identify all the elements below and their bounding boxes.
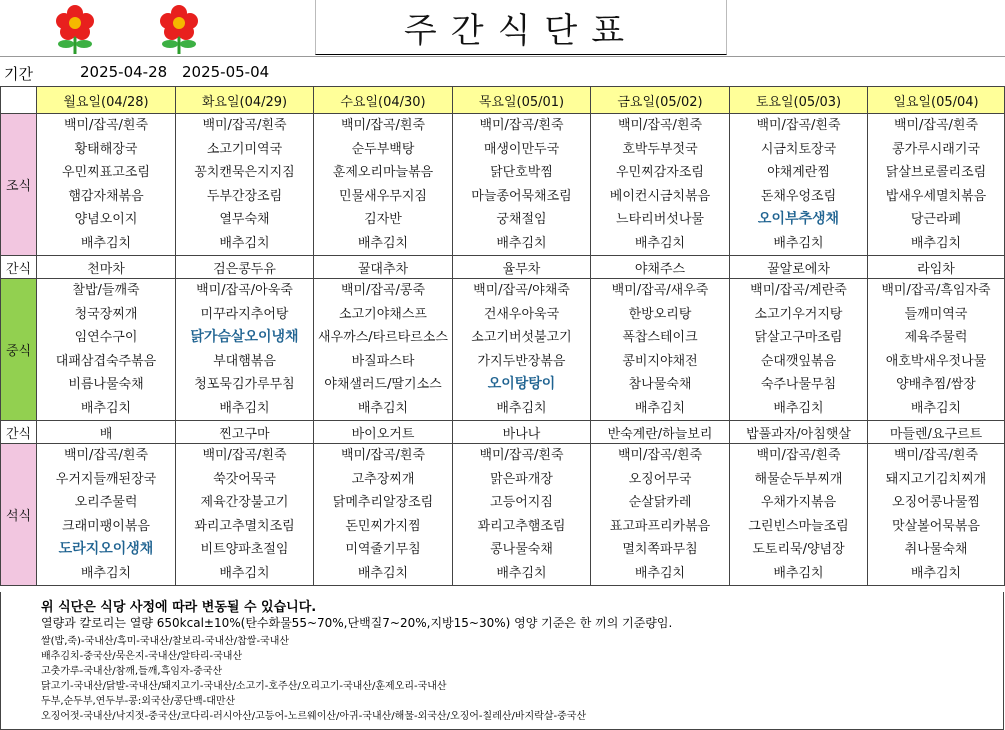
corner-cell: [1, 87, 37, 114]
menu-item: 닭살고구마조림: [754, 330, 843, 345]
menu-item: 백미/잡곡/흰죽: [617, 448, 703, 463]
menu-item: 돈민찌가지찜: [345, 518, 421, 534]
menu-item: 맛살볼어묵볶음: [892, 518, 980, 534]
snack-cell: 바나나: [453, 421, 591, 444]
menu-item: 닭단호박찜: [490, 165, 553, 180]
menu-item: 오이탕탕이: [487, 376, 556, 392]
menu-item: 들깨미역국: [904, 306, 968, 322]
day-header: 화요일(04/29): [176, 87, 314, 114]
menu-item: 새우까스/타르타르소스: [318, 330, 448, 345]
header: [0, 0, 1005, 86]
day-header: 수요일(04/30): [314, 87, 453, 114]
menu-item: 배추김치: [496, 400, 547, 416]
notice-text: 위 식단은 식당 사정에 따라 변동될 수 있습니다.: [41, 600, 317, 615]
meal-cell: [314, 279, 453, 421]
snack-cell: 율무차: [453, 256, 591, 279]
menu-item: 도토리묵/양념장: [752, 542, 845, 557]
menu-item: 백미/잡곡/콩죽: [340, 283, 426, 298]
menu-item: 크래미팽이볶음: [62, 518, 150, 534]
menu-item: 순대깻잎볶음: [760, 353, 837, 369]
period-row: [0, 56, 1005, 87]
meal-cell: [176, 114, 314, 256]
menu-item: 궁채절임: [496, 212, 547, 227]
meal-cell: [730, 279, 868, 421]
menu-item: 밥새우세멸치볶음: [885, 188, 987, 204]
menu-item: 백미/잡곡/흰죽: [893, 118, 979, 133]
meal-cell: [591, 114, 730, 256]
menu-item: 우민찌감자조림: [616, 165, 704, 180]
menu-item: 쑥갓어묵국: [213, 471, 276, 487]
origin-line: 쌀(밥,죽)-국내산/흑미-국내산/찰보리-국내산/찹쌀-국내산: [41, 636, 290, 647]
menu-item: 닭메추리알장조림: [332, 495, 434, 510]
day-header: 목요일(05/01): [453, 87, 591, 114]
menu-item: 오이부추생채: [757, 211, 840, 227]
menu-item: 호박두부젓국: [622, 141, 698, 157]
nutrition-text: 열량과 칼로리는 열량 650kcal±10%(탄수화물55~70%,단백질7~20%,지방15~30%) 영양 기준은 한 끼의 기준량임.: [41, 616, 673, 630]
meal-cell: [730, 114, 868, 256]
menu-item: 취나물숙채: [904, 542, 968, 557]
menu-item: 야채샐러드/딸기소스: [324, 377, 442, 392]
meal-cell: [868, 444, 1005, 586]
menu-item: 가지두반장볶음: [477, 353, 566, 369]
menu-item: 부대햄볶음: [213, 353, 276, 369]
snack-cell: 검은콩두유: [176, 256, 314, 279]
menu-item: 콩가루시래기국: [892, 141, 980, 157]
origin-line: 배추김치-중국산/묵은지-국내산/알타리-국내산: [41, 651, 243, 662]
snack2-row: [1, 421, 1005, 444]
menu-item: 배추김치: [219, 565, 270, 581]
menu-item: 배추김치: [910, 565, 962, 581]
menu-item: 마늘종어묵채조림: [471, 188, 572, 204]
menu-item: 백미/잡곡/흰죽: [756, 448, 841, 463]
meal-cell: [868, 279, 1005, 421]
menu-item: 느타리버섯나물: [616, 212, 704, 227]
snack-cell: 배: [37, 421, 176, 444]
period-start: 2025-04-28: [80, 63, 168, 81]
meal-label-breakfast: 조식: [1, 114, 37, 256]
menu-item: 미역줄기무침: [345, 542, 421, 557]
meal-label-dinner: 석식: [1, 444, 37, 586]
menu-item: 꽈리고추햄조림: [477, 518, 566, 534]
menu-item: 배추김치: [773, 235, 824, 251]
menu-item: 순두부백탕: [351, 141, 415, 157]
snack-cell: 꿀대추차: [314, 256, 453, 279]
menu-item: 김자반: [364, 212, 402, 227]
menu-item: 돈채우엉조림: [760, 188, 837, 204]
menu-item: 배추김치: [80, 400, 132, 416]
menu-item: 백미/잡곡/흰죽: [340, 118, 426, 133]
meal-cell: [37, 279, 176, 421]
origin-line: 두부,순두부,연두부-콩:외국산/콩단백-대만산: [41, 696, 236, 707]
menu-item: 콩비지야채전: [622, 353, 698, 369]
lunch-row: [1, 279, 1005, 421]
menu-item: 배추김치: [910, 400, 962, 416]
menu-item: 백미/잡곡/흰죽: [756, 118, 841, 133]
menu-item: 백미/잡곡/흰죽: [340, 448, 426, 463]
snack-cell: 반숙계란/하늘보리: [591, 421, 730, 444]
menu-item: 소고기버섯불고기: [471, 330, 572, 345]
origin-line: 고춧가루-국내산/참깨,들깨,흑임자-중국산: [41, 666, 223, 677]
meal-cell: [314, 444, 453, 586]
meal-cell: [730, 444, 868, 586]
menu-item: 꽁치캔묵은지지짐: [194, 165, 295, 180]
menu-item: 백미/잡곡/흰죽: [479, 118, 564, 133]
menu-item: 오징어콩나물찜: [892, 495, 980, 510]
menu-item: 애호박새우젓나물: [885, 353, 987, 369]
breakfast-row: [1, 114, 1005, 256]
menu-item: 우민찌표고조림: [62, 165, 150, 180]
day-header: 토요일(05/03): [730, 87, 868, 114]
menu-item: 배추김치: [634, 565, 686, 581]
menu-item: 배추김치: [219, 235, 270, 251]
snack-cell: 야채주스: [591, 256, 730, 279]
snack-cell: 라임차: [868, 256, 1005, 279]
meal-cell: [176, 279, 314, 421]
origin-list: [41, 634, 586, 724]
snack-cell: 꿀알로에차: [730, 256, 868, 279]
menu-item: 두부간장조림: [206, 188, 283, 204]
menu-item: 청국장찌개: [74, 306, 138, 322]
meal-cell: [37, 444, 176, 586]
menu-item: 양배추찜/쌈장: [896, 377, 976, 392]
menu-item: 백미/잡곡/흑임자죽: [881, 283, 991, 298]
menu-item: 백미/잡곡/아욱죽: [196, 283, 293, 298]
menu-item: 배추김치: [357, 565, 409, 581]
period-end: 2025-05-04: [182, 63, 270, 81]
day-header: 월요일(04/28): [37, 87, 176, 114]
meal-cell: [868, 114, 1005, 256]
menu-item: 소고기우거지탕: [754, 306, 843, 322]
menu-item: 배추김치: [773, 400, 824, 416]
menu-item: 베이컨시금치볶음: [609, 188, 711, 204]
menu-item: 오리주물럭: [74, 495, 138, 510]
menu-item: 백미/잡곡/흰죽: [617, 118, 703, 133]
menu-item: 백미/잡곡/계란죽: [750, 283, 847, 298]
menu-item: 그린빈스마늘조림: [748, 518, 849, 534]
menu-item: 찰밥/들깨죽: [72, 283, 140, 298]
menu-item: 도라지오이생채: [58, 541, 154, 557]
snack-cell: 찐고구마: [176, 421, 314, 444]
menu-table: [0, 86, 1005, 586]
menu-item: 건새우아욱국: [483, 306, 560, 322]
meal-label-lunch: 중식: [1, 279, 37, 421]
menu-item: 비트양파초절임: [200, 542, 289, 557]
menu-item: 열무숙채: [219, 212, 270, 227]
flower-icon: [148, 4, 210, 54]
menu-item: 참나물숙채: [628, 377, 692, 392]
meal-label-snack: 간식: [1, 256, 37, 279]
snack-cell: 밥풀과자/아침햇살: [730, 421, 868, 444]
menu-item: 닭가슴살오이냉채: [190, 329, 299, 345]
menu-item: 고추장찌개: [351, 471, 415, 487]
page-title: 주간식단표: [315, 0, 727, 55]
menu-item: 미꾸라지추어탕: [200, 306, 289, 322]
menu-item: 백미/잡곡/흰죽: [63, 448, 149, 463]
snack-cell: 바이오거트: [314, 421, 453, 444]
menu-item: 백미/잡곡/흰죽: [63, 118, 149, 133]
menu-item: 배추김치: [80, 565, 132, 581]
menu-item: 한방오리탕: [628, 306, 692, 322]
menu-item: 배추김치: [496, 235, 547, 251]
menu-item: 백미/잡곡/야채죽: [473, 283, 570, 298]
menu-item: 순살닭카레: [628, 495, 692, 510]
meal-cell: [591, 444, 730, 586]
menu-item: 우거지들깨된장국: [55, 471, 157, 487]
menu-item: 배추김치: [357, 235, 409, 251]
snack1-row: [1, 256, 1005, 279]
menu-item: 배추김치: [496, 565, 547, 581]
menu-item: 백미/잡곡/흰죽: [479, 448, 564, 463]
menu-item: 소고기야채스프: [339, 306, 427, 322]
menu-item: 배추김치: [357, 400, 409, 416]
period-label: 기간: [4, 65, 33, 83]
origin-line: 닭고기-국내산/닭발-국내산/돼지고기-국내산/소고기-호주산/오리고기-국내산/훈제오리-국내산: [41, 681, 447, 692]
menu-item: 야채계란찜: [767, 165, 830, 180]
menu-item: 시금치토장국: [760, 141, 837, 157]
menu-item: 오징어무국: [628, 471, 692, 487]
menu-item: 배추김치: [773, 565, 824, 581]
menu-item: 양념오이지: [74, 212, 138, 227]
menu-item: 백미/잡곡/새우죽: [611, 283, 709, 298]
meal-cell: [37, 114, 176, 256]
day-header: 금요일(05/02): [591, 87, 730, 114]
menu-item: 배추김치: [634, 235, 686, 251]
meal-cell: [453, 114, 591, 256]
menu-item: 콩나물숙채: [490, 542, 553, 557]
day-header-row: [1, 87, 1005, 114]
menu-item: 표고파프리카볶음: [609, 518, 711, 534]
menu-item: 맑은파개장: [490, 471, 553, 487]
notes-section: [0, 592, 1004, 730]
menu-item: 돼지고기김치찌개: [885, 471, 987, 487]
meal-cell: [453, 279, 591, 421]
menu-item: 우채가지볶음: [760, 495, 837, 510]
origin-line: 오징어젓-국내산/낙지젓-중국산/코다리-러시아산/고등어-노르웨이산/아귀-국내산/해물-외국산/오징어-칠레산/바지락살-중국산: [41, 711, 587, 722]
snack-cell: 천마차: [37, 256, 176, 279]
menu-item: 제육간장불고기: [200, 495, 289, 510]
menu-item: 배추김치: [80, 235, 132, 251]
menu-item: 꽈리고추멸치조림: [194, 518, 295, 534]
menu-item: 황태해장국: [74, 141, 138, 157]
menu-item: 백미/잡곡/흰죽: [893, 448, 979, 463]
menu-item: 햄감자채볶음: [68, 188, 144, 204]
menu-item: 멸치쪽파무침: [622, 542, 698, 557]
menu-item: 배추김치: [219, 400, 270, 416]
menu-item: 해물순두부찌개: [754, 471, 843, 487]
menu-item: 청포묵김가루무침: [194, 377, 295, 392]
meal-cell: [591, 279, 730, 421]
menu-item: 훈제오리마늘볶음: [332, 165, 434, 180]
menu-item: 폭찹스테이크: [622, 330, 698, 345]
menu-item: 임연수구이: [74, 330, 138, 345]
menu-item: 소고기미역국: [206, 141, 283, 157]
meal-cell: [453, 444, 591, 586]
menu-item: 대패삼겹숙주볶음: [55, 353, 157, 369]
menu-item: 닭살브로콜리조림: [885, 165, 987, 180]
menu-item: 제육주물럭: [904, 330, 968, 345]
menu-item: 바질파스타: [351, 353, 415, 369]
menu-item: 백미/잡곡/흰죽: [202, 118, 287, 133]
menu-item: 고등어지짐: [490, 495, 553, 510]
menu-item: 당근라페: [910, 212, 962, 227]
flower-icon: [44, 4, 106, 54]
menu-item: 매생이만두국: [483, 141, 560, 157]
meal-cell: [314, 114, 453, 256]
menu-item: 민물새우무지짐: [339, 188, 427, 204]
menu-item: 배추김치: [634, 400, 686, 416]
menu-item: 비름나물숙채: [68, 377, 144, 392]
menu-item: 배추김치: [910, 235, 962, 251]
menu-item: 숙주나물무침: [760, 377, 837, 392]
day-header: 일요일(05/04): [868, 87, 1005, 114]
meal-label-snack: 간식: [1, 421, 37, 444]
meal-cell: [176, 444, 314, 586]
snack-cell: 마들렌/요구르트: [868, 421, 1005, 444]
menu-item: 백미/잡곡/흰죽: [202, 448, 287, 463]
dinner-row: [1, 444, 1005, 586]
